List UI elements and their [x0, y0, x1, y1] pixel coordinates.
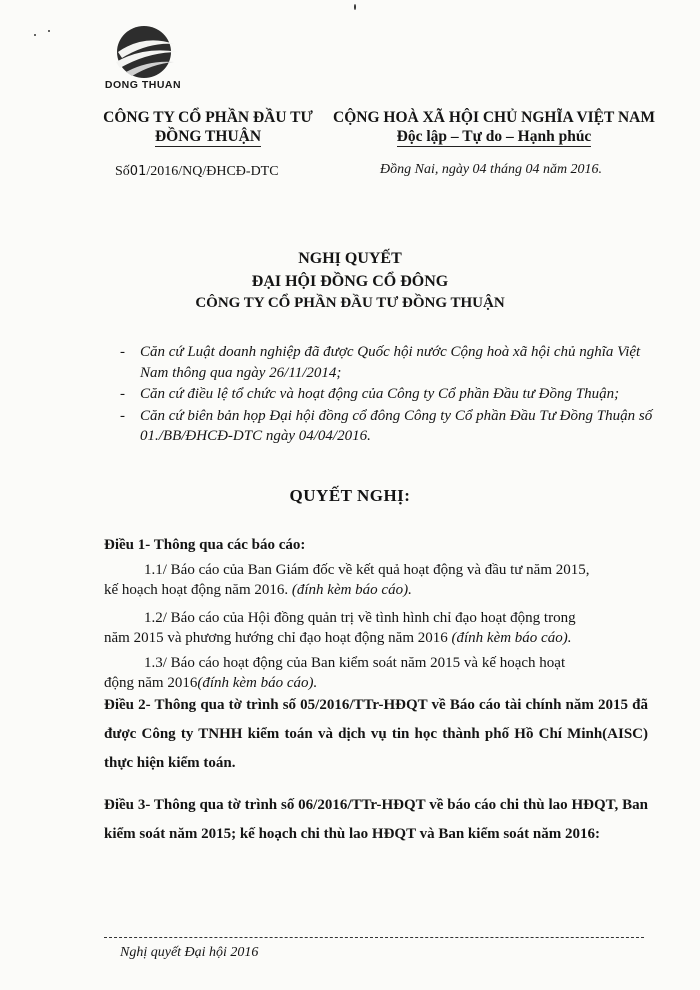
- article-2: Điều 2- Thông qua tờ trình số 05/2016/TTr-HĐQT về Báo cáo tài chính năm 2015 đã được Công ty TNHH kiểm toán và dịch vụ tin học thành phố Hồ Chí Minh(AISC) thực hiện kiểm toán.: [104, 697, 648, 771]
- legal-basis-item: - Căn cứ biên bản họp Đại hội đồng cổ đông Công ty Cổ phần Đầu Tư Đồng Thuận số 01./BB/ĐHCĐ-DTC ngày 04/04/2016.: [120, 406, 660, 447]
- attachment-note: (đính kèm báo cáo).: [197, 675, 318, 691]
- company-name-line1: CÔNG TY CỔ PHẦN ĐẦU TƯ: [103, 109, 313, 126]
- attachment-note: (đính kèm báo cáo).: [291, 582, 412, 598]
- article-1-item-1-line2: kế hoạch hoạt động năm 2016. (đính kèm báo cáo).: [104, 582, 412, 598]
- footer-text: Nghị quyết Đại hội 2016: [120, 945, 259, 960]
- article-1-item-3-line2: động năm 2016(đính kèm báo cáo).: [104, 675, 318, 691]
- scan-speck: [354, 4, 356, 10]
- national-motto: Độc lập – Tự do – Hạnh phúc: [396, 128, 592, 145]
- doc-number-prefix: Số: [115, 164, 130, 179]
- national-header: [324, 108, 664, 147]
- resolution-title: NGHỊ QUYẾT: [298, 250, 402, 267]
- dong-thuan-logo-icon: [104, 22, 184, 82]
- article-1-item-1-line1: 1.1/ Báo cáo của Ban Giám đốc về kết quả hoạt động và đầu tư năm 2015,: [144, 562, 590, 578]
- national-title: CỘNG HOÀ XÃ HỘI CHỦ NGHĨA VIỆT NAM: [333, 109, 655, 126]
- company-name-line2: ĐỒNG THUẬN: [154, 128, 262, 145]
- resolution-company: CÔNG TY CỔ PHẦN ĐẦU TƯ ĐỒNG THUẬN: [195, 295, 505, 311]
- legal-bases-list: [120, 342, 660, 448]
- resolve-heading: QUYẾT NGHỊ:: [289, 486, 411, 505]
- logo-brand-text: DONG THUAN: [104, 79, 182, 91]
- attachment-note: (đính kèm báo cáo).: [451, 630, 572, 646]
- scan-speck: [48, 30, 50, 32]
- place-and-date: Đồng Nai, ngày 04 tháng 04 năm 2016.: [380, 162, 603, 177]
- doc-number-suffix: /2016/NQ/ĐHCĐ-DTC: [146, 164, 279, 179]
- footer-divider: [104, 937, 644, 938]
- scan-speck: [34, 34, 36, 36]
- article-1-item-2-line2: năm 2015 và phương hướng chỉ đạo hoạt động năm 2016 (đính kèm báo cáo).: [104, 630, 572, 646]
- article-1-item-2-line1: 1.2/ Báo cáo của Hội đồng quản trị về tình hình chỉ đạo hoạt động trong: [144, 610, 576, 626]
- company-name-block: [92, 108, 324, 147]
- legal-basis-item: - Căn cứ điều lệ tổ chức và hoạt động của Công ty Cổ phần Đầu tư Đồng Thuận;: [120, 384, 660, 405]
- article-3: Điều 3- Thông qua tờ trình số 06/2016/TTr-HĐQT về báo cáo chi thù lao HĐQT, Ban kiểm soát năm 2015; kế hoạch chi thù lao HĐQT và Ban kiểm soát năm 2016:: [104, 797, 648, 842]
- article-1-heading: Điều 1- Thông qua các báo cáo:: [104, 537, 306, 553]
- document-number: [115, 164, 279, 180]
- resolution-subtitle: ĐẠI HỘI ĐỒNG CỔ ĐÔNG: [251, 273, 449, 290]
- legal-basis-item: - Căn cứ Luật doanh nghiệp đã được Quốc hội nước Cộng hoà xã hội chủ nghĩa Việt Nam thông qua ngày 26/11/2014;: [120, 342, 660, 383]
- doc-number-handwritten: 01: [129, 164, 147, 179]
- article-1-item-3-line1: 1.3/ Báo cáo hoạt động của Ban kiểm soát năm 2015 và kế hoạch hoạt: [144, 655, 566, 671]
